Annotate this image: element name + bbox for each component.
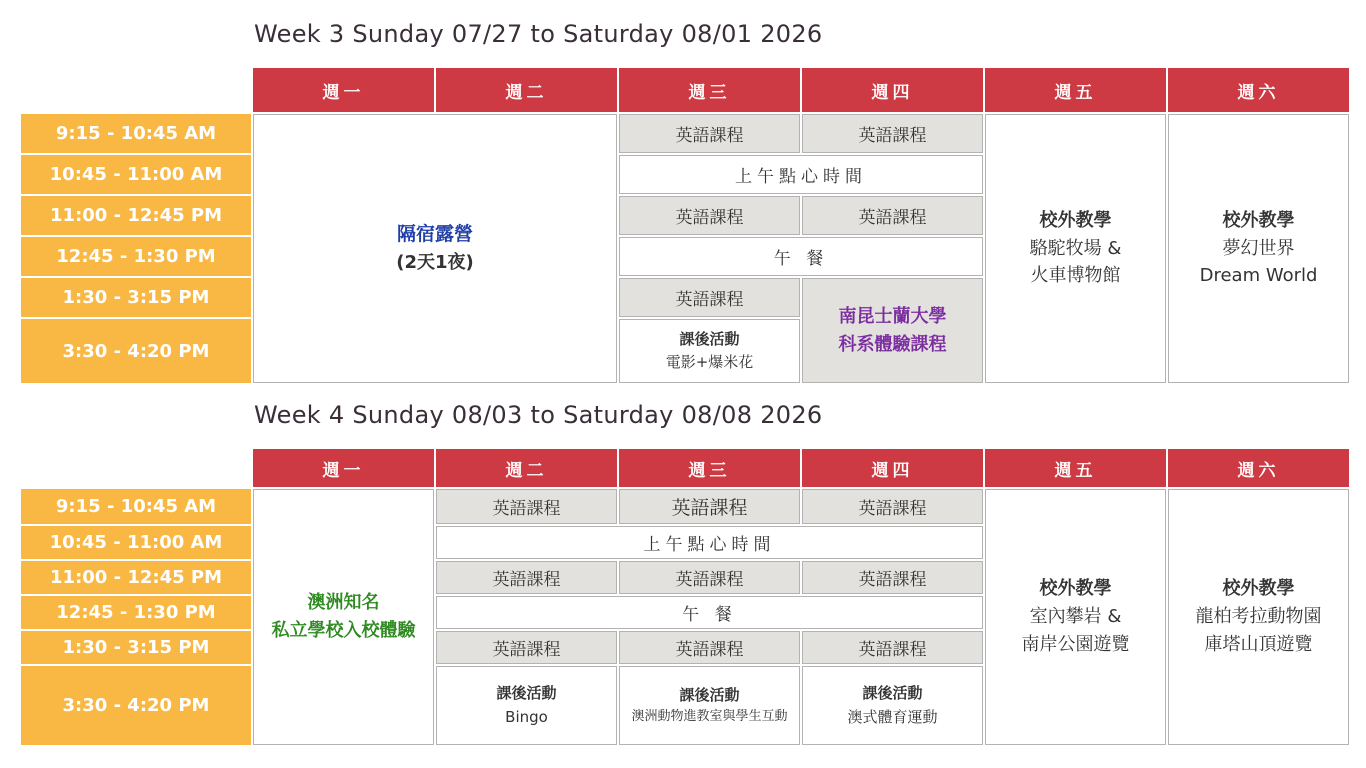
fri-excursion-title: 校外教學: [1039, 209, 1112, 231]
lunch-cell: 午 餐: [436, 596, 983, 629]
corner-cell: [21, 68, 251, 112]
english-class-cell: 英語課程: [802, 196, 983, 235]
time-slot: 10:45 - 11:00 AM: [21, 526, 251, 559]
time-slot: 9:15 - 10:45 AM: [21, 114, 251, 153]
after-school-title: 課後活動: [862, 684, 923, 703]
english-class-cell: 英語課程: [802, 114, 983, 153]
after-school-desc: 澳洲動物進教室與學生互動: [631, 709, 788, 725]
after-school-desc: 澳式體育運動: [847, 707, 938, 726]
week4-schedule-table: [19, 447, 1351, 747]
after-school-cell: [619, 319, 800, 383]
week3-schedule-table: [19, 66, 1351, 385]
university-line1: 南昆士蘭大學: [838, 305, 947, 327]
sat-excursion-cell: [1168, 114, 1349, 383]
snack-time-cell: 上午點心時間: [619, 155, 983, 194]
time-slot: 9:15 - 10:45 AM: [21, 489, 251, 524]
time-slot: 1:30 - 3:15 PM: [21, 278, 251, 317]
english-class-cell: 英語課程: [619, 114, 800, 153]
sat-excursion-line1: 夢幻世界: [1222, 237, 1295, 259]
day-header-wed: 週三: [619, 68, 800, 112]
english-class-cell: 英語課程: [619, 196, 800, 235]
sat-excursion-cell: [1168, 489, 1349, 745]
after-school-desc: Bingo: [505, 707, 548, 726]
day-header-fri: 週五: [985, 449, 1166, 487]
day-header-fri: 週五: [985, 68, 1166, 112]
time-slot: 12:45 - 1:30 PM: [21, 237, 251, 276]
english-class-cell: 英語課程: [436, 631, 617, 664]
fri-excursion-cell: [985, 489, 1166, 745]
english-class-cell: 英語課程: [436, 561, 617, 594]
english-class-cell: 英語課程: [619, 489, 800, 524]
after-school-cell: [802, 666, 983, 745]
snack-time-cell: 上午點心時間: [436, 526, 983, 559]
after-school-title: 課後活動: [679, 329, 740, 348]
english-class-cell: 英語課程: [802, 631, 983, 664]
day-header-mon: 週一: [253, 68, 434, 112]
day-header-sat: 週六: [1168, 449, 1349, 487]
after-school-title: 課後活動: [496, 684, 557, 703]
sat-excursion-line2: Dream World: [1199, 265, 1318, 287]
school-visit-line2: 私立學校入校體驗: [271, 620, 416, 641]
fri-excursion-line1: 室內攀岩 &: [1029, 606, 1122, 628]
fri-excursion-line2: 火車博物館: [1030, 265, 1121, 287]
sat-excursion-line1: 龍柏考拉動物園: [1195, 606, 1322, 628]
fri-excursion-line2: 南岸公園遊覽: [1021, 633, 1130, 655]
time-slot: 3:30 - 4:20 PM: [21, 319, 251, 383]
time-slot: 1:30 - 3:15 PM: [21, 631, 251, 664]
camp-title: 隔宿露營: [396, 222, 473, 245]
lunch-cell: 午 餐: [619, 237, 983, 276]
corner-cell: [21, 449, 251, 487]
english-class-cell: 英語課程: [802, 561, 983, 594]
day-header-thu: 週四: [802, 68, 983, 112]
time-slot: 11:00 - 12:45 PM: [21, 561, 251, 594]
camp-sub: (2天1夜): [396, 252, 474, 274]
day-header-thu: 週四: [802, 449, 983, 487]
day-header-sat: 週六: [1168, 68, 1349, 112]
sat-excursion-line2: 庫塔山頂遊覽: [1204, 633, 1313, 655]
day-header-tue: 週二: [436, 449, 617, 487]
english-class-cell: 英語課程: [802, 489, 983, 524]
english-class-cell: 英語課程: [619, 631, 800, 664]
university-line2: 科系體驗課程: [838, 333, 947, 355]
camp-cell: [253, 114, 617, 383]
school-visit-cell: [253, 489, 434, 745]
university-course-cell: [802, 278, 983, 383]
school-visit-line1: 澳洲知名: [307, 592, 380, 614]
english-class-cell: 英語課程: [619, 278, 800, 317]
day-header-mon: 週一: [253, 449, 434, 487]
fri-excursion-line1: 駱駝牧場 &: [1029, 237, 1122, 259]
day-header-wed: 週三: [619, 449, 800, 487]
time-slot: 10:45 - 11:00 AM: [21, 155, 251, 194]
sat-excursion-title: 校外教學: [1222, 209, 1295, 231]
time-slot: 12:45 - 1:30 PM: [21, 596, 251, 629]
day-header-tue: 週二: [436, 68, 617, 112]
sat-excursion-title: 校外教學: [1222, 578, 1295, 600]
after-school-desc: 電影+爆米花: [665, 353, 754, 371]
week4-title: Week 4 Sunday 08/03 to Saturday 08/08 2026: [254, 401, 823, 429]
after-school-cell: [619, 666, 800, 745]
time-slot: 3:30 - 4:20 PM: [21, 666, 251, 745]
time-slot: 11:00 - 12:45 PM: [21, 196, 251, 235]
after-school-cell: [436, 666, 617, 745]
fri-excursion-cell: [985, 114, 1166, 383]
week3-title: Week 3 Sunday 07/27 to Saturday 08/01 2026: [254, 20, 823, 48]
after-school-title: 課後活動: [679, 685, 740, 704]
english-class-cell: 英語課程: [619, 561, 800, 594]
fri-excursion-title: 校外教學: [1039, 578, 1112, 600]
english-class-cell: 英語課程: [436, 489, 617, 524]
